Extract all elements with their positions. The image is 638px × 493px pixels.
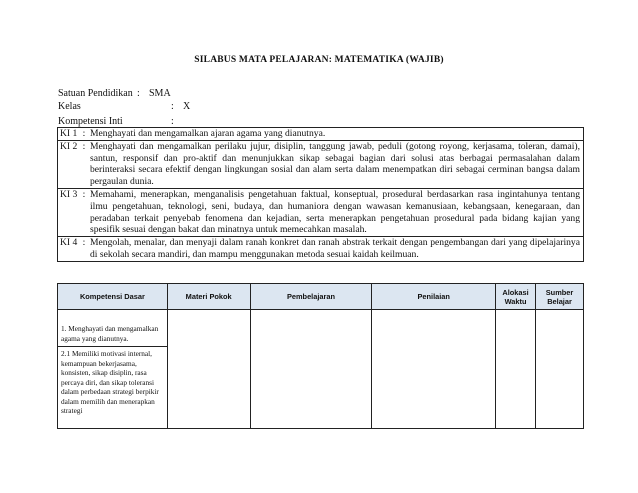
ki-row xyxy=(58,140,584,188)
kompetensi-dasar-cell xyxy=(58,310,168,429)
table-header-row xyxy=(58,284,584,310)
kd-divider xyxy=(58,346,167,347)
ki-colon: : xyxy=(78,237,90,262)
kd-item-2-1: 2.1 Memiliki motivasi internal, kemampuan bekerjasama, konsisten, sikap disiplin, rasa percaya diri, dan sikap toleransi dalam perbedaan strategi berpikir dalam memilih dan menerapkan strategi xyxy=(61,349,159,415)
header-kompetensi-dasar: Kompetensi Dasar xyxy=(58,284,168,310)
satuan-label: Satuan Pendidikan xyxy=(58,88,133,99)
alokasi-waktu-cell xyxy=(496,310,536,429)
satuan-colon: : xyxy=(137,88,140,99)
satuan-value: SMA xyxy=(149,88,171,99)
ki-row xyxy=(58,237,584,262)
header-materi-pokok: Materi Pokok xyxy=(167,284,250,310)
ki-row xyxy=(58,188,584,236)
header-alokasi-waktu: Alokasi Waktu xyxy=(496,284,536,310)
kompetensi-colon: : xyxy=(171,116,174,127)
satuan-pendidikan-row xyxy=(58,88,171,100)
header-pembelajaran: Pembelajaran xyxy=(250,284,372,310)
header-penilaian: Penilaian xyxy=(372,284,496,310)
kd-item-1: 1. Menghayati dan mengamalkan agama yang dianutnya. xyxy=(61,324,159,343)
document-title: SILABUS MATA PELAJARAN: MATEMATIKA (WAJIB) xyxy=(194,55,444,65)
ki-text: Menghayati dan mengamalkan ajaran agama yang dianutnya. xyxy=(90,128,584,141)
ki-colon: : xyxy=(78,188,90,236)
ki-colon: : xyxy=(78,128,90,141)
header-sumber-belajar: Sumber Belajar xyxy=(536,284,584,310)
sumber-belajar-cell xyxy=(536,310,584,429)
ki-code: KI 1 xyxy=(58,128,79,141)
ki-row xyxy=(58,128,584,141)
kompetensi-label: Kompetensi Inti xyxy=(58,116,123,127)
pembelajaran-cell xyxy=(250,310,372,429)
ki-colon: : xyxy=(78,140,90,188)
ki-code: KI 4 xyxy=(58,237,79,262)
ki-code: KI 3 xyxy=(58,188,79,236)
kompetensi-inti-table xyxy=(57,127,584,262)
kelas-colon: : xyxy=(171,101,174,112)
materi-pokok-cell xyxy=(167,310,250,429)
kelas-row xyxy=(58,101,190,113)
ki-text: Menghayati dan mengamalkan perilaku jujur, disiplin, tanggung jawab, peduli (gotong royong, kerjasama, toleran, damai), santun, responsif dan pro-aktif dan menunjukkan sikap sebagai bagian dari solusi atas berbagai permasalahan dalam berinteraksi secara efektif dengan lingkungan sosial dan alam serta dalam menempatkan diri sebagai cerminan bangsa dalam pergaulan dunia. xyxy=(90,140,584,188)
syllabus-table xyxy=(57,283,584,429)
kelas-label: Kelas xyxy=(58,101,81,112)
kelas-value: X xyxy=(183,101,191,112)
table-row xyxy=(58,310,584,429)
penilaian-cell xyxy=(372,310,496,429)
ki-text: Memahami, menerapkan, menganalisis pengetahuan faktual, konseptual, prosedural berdasarkan rasa ingintahunya tentang ilmu pengetahuan, teknologi, seni, budaya, dan humaniora dengan wawasan kemanusiaan, kebangsaan, kenegaraan, dan peradaban terkait penyebab fenomena dan kejadian, serta menerapkan pengetahuan prosedural pada bidang kajian yang spesifik sesuai dengan bakat dan minatnya untuk memecahkan masalah. xyxy=(90,188,584,236)
ki-code: KI 2 xyxy=(58,140,79,188)
ki-text: Mengolah, menalar, dan menyaji dalam ranah konkret dan ranah abstrak terkait dengan pengembangan dari yang dipelajarinya di sekolah secara mandiri, dan mampu menggunakan metoda sesuai kaidah keilmuan. xyxy=(90,237,584,262)
